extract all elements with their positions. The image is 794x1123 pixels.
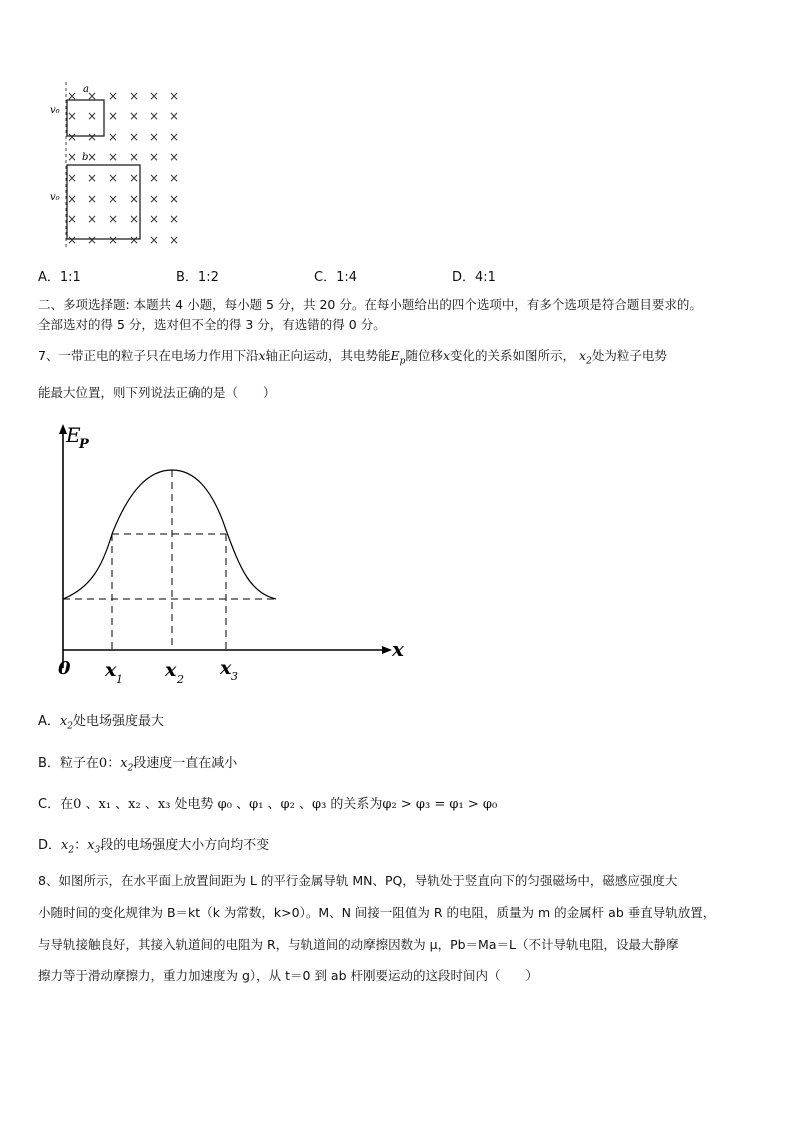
field-cross: ×: [66, 171, 78, 185]
q8-line1: 8、如图所示，在水平面上放置间距为 L 的平行金属导轨 MN、PQ，导轨处于竖直向下的匀强磁场中，磁感应强度大: [38, 873, 678, 888]
field-cross: ×: [148, 130, 160, 144]
field-cross: ×: [107, 171, 119, 185]
q7-var-x2: x: [579, 348, 587, 363]
field-cross: ×: [148, 233, 160, 247]
x-axis-label: x: [392, 637, 404, 661]
q7-opt-a-prefix: A．: [38, 714, 60, 729]
q7-stem-line1: [38, 347, 667, 371]
q7-opt-d-sub-a: 2: [68, 845, 75, 856]
field-cross: ×: [148, 212, 160, 226]
ep-curve: [63, 470, 276, 599]
q6-option-c: C．1:4: [314, 270, 357, 285]
field-cross: ×: [86, 212, 98, 226]
tick-x1-sub: 1: [116, 673, 123, 686]
field-cross: ×: [107, 233, 119, 247]
field-cross: ×: [107, 212, 119, 226]
field-cross: ×: [107, 130, 119, 144]
field-cross: ×: [107, 89, 119, 103]
q7-stem-line2: 能最大位置，则下列说法正确的是（ ）: [38, 385, 276, 400]
q6-option-a: A．1:1: [38, 270, 81, 285]
field-cross: ×: [148, 171, 160, 185]
dashed-guides: [63, 470, 276, 650]
q7-opt-a-var: x: [59, 714, 68, 729]
field-svg: [40, 80, 200, 250]
q7-option-d: [38, 837, 269, 860]
q7-var-x: x: [258, 348, 266, 363]
field-cross: ×: [66, 109, 78, 123]
section2-line2: 全部选对的得 5 分，选对但不全的得 3 分，有选错的得 0 分。: [38, 317, 386, 332]
label-v0-top: v₀: [50, 105, 60, 116]
field-cross: ×: [86, 150, 98, 164]
q7-stem-a: 7、一带正电的粒子只在电场力作用下沿: [38, 348, 259, 363]
tick-x2-sub: 2: [177, 673, 184, 686]
label-a: a: [83, 84, 89, 95]
tick-x1: x: [105, 659, 117, 681]
field-cross: ×: [66, 233, 78, 247]
q7-opt-b-prefix: B．粒子在: [38, 756, 99, 771]
tick-x3: x: [220, 657, 232, 679]
q7-opt-d-prefix: D．: [38, 838, 62, 853]
label-b: b: [82, 152, 89, 163]
field-cross: ×: [128, 212, 140, 226]
q7-var-ep: E: [390, 348, 400, 363]
q7-opt-b-var: x: [120, 756, 128, 771]
field-cross: ×: [86, 233, 98, 247]
q6-option-b: B．1:2: [176, 270, 219, 285]
field-cross: ×: [66, 212, 78, 226]
q7-opt-c-prefix: C．在: [38, 797, 74, 812]
q7-option-c: [38, 796, 497, 814]
field-cross: ×: [107, 150, 119, 164]
q7-opt-c-text: 0 、x₁ 、x₂ 、x₃ 处电势 φ₀ 、φ₁ 、φ₂ 、φ₃ 的关系为φ₂ > φ₃ = φ₁ > φ₀: [73, 797, 498, 812]
field-cross: ×: [168, 192, 180, 206]
field-cross: ×: [128, 233, 140, 247]
field-cross: ×: [148, 150, 160, 164]
q7-stem-c: 随位移: [405, 348, 443, 363]
q8-line3: 与导轨接触良好，其接入轨道间的电阻为 R，与轨道间的动摩擦因数为 μ，Pb＝Ma＝L（不计导轨电阻，设最大静摩: [38, 937, 679, 952]
field-cross: ×: [86, 130, 98, 144]
field-cross: ×: [168, 130, 180, 144]
field-cross: ×: [107, 192, 119, 206]
field-cross: ×: [168, 171, 180, 185]
field-cross: ×: [168, 233, 180, 247]
x-axis-arrow: [382, 646, 392, 654]
field-cross: ×: [168, 89, 180, 103]
q7-opt-d-var-a: x: [61, 838, 69, 853]
q7-stem-e: 处为粒子电势: [591, 348, 667, 363]
field-cross: ×: [128, 109, 140, 123]
q7-opt-d-var-b: x: [87, 838, 95, 853]
field-cross: ×: [107, 109, 119, 123]
field-cross: ×: [66, 130, 78, 144]
y-axis-label: E: [66, 423, 81, 447]
field-cross: ×: [148, 109, 160, 123]
q7-opt-d-text: 段的电场强度大小方向均不变: [100, 838, 270, 853]
q7-opt-b-range-a: 0: [98, 756, 108, 771]
q7-option-b: [38, 755, 237, 778]
field-cross: ×: [66, 89, 78, 103]
q6-option-d: D．4:1: [452, 270, 496, 285]
y-axis-label-sub: P: [79, 437, 89, 452]
tick-x3-sub: 3: [231, 670, 238, 683]
q7-opt-b-sep: ：: [107, 756, 121, 771]
field-cross: ×: [148, 192, 160, 206]
q7-opt-b-text: 段速度一直在减小: [133, 756, 238, 771]
ep-graph: [40, 418, 420, 690]
field-cross: ×: [128, 150, 140, 164]
q7-opt-a-sub: 2: [67, 721, 73, 732]
field-cross: ×: [86, 89, 98, 103]
q7-option-a: [38, 713, 164, 736]
q8-line4: 擦力等于滑动摩擦力，重力加速度为 g），从 t＝0 到 ab 杆刚要运动的这段时间内（ ）: [38, 968, 539, 983]
q7-stem-b: 轴正向运动，其电势能: [265, 348, 391, 363]
q7-opt-a-text: 处电场强度最大: [72, 714, 164, 729]
field-cross: ×: [66, 192, 78, 206]
field-cross: ×: [168, 150, 180, 164]
field-cross: ×: [148, 89, 160, 103]
label-v0-bottom: v₀: [50, 192, 60, 203]
q7-var-x-b: x: [442, 348, 451, 363]
origin-label: 0: [58, 658, 71, 679]
tick-x2: x: [165, 659, 177, 681]
field-cross: ×: [128, 89, 140, 103]
field-cross: ×: [86, 109, 98, 123]
field-cross: ×: [168, 212, 180, 226]
field-cross: ×: [168, 109, 180, 123]
ep-graph-svg: [40, 418, 420, 690]
field-cross: ×: [86, 171, 98, 185]
field-cross: ×: [86, 192, 98, 206]
q7-var-ep-sub: p: [399, 356, 406, 367]
q7-var-x2-sub: 2: [586, 356, 592, 367]
magnetic-field-figure: [40, 80, 200, 250]
field-cross: ×: [128, 171, 140, 185]
field-cross: ×: [128, 192, 140, 206]
q7-opt-b-sub: 2: [127, 763, 134, 774]
q7-opt-d-sub-b: 3: [94, 845, 101, 856]
field-cross: ×: [128, 130, 140, 144]
field-cross: ×: [66, 150, 78, 164]
section2-line1: 二、多项选择题: 本题共 4 小题，每小题 5 分，共 20 分。在每小题给出的四个选项中，有多个选项是符合题目要求的。: [38, 297, 702, 312]
q8-line2: 小随时间的变化规律为 B＝kt（k 为常数，k>0）。M、N 间接一阻值为 R 的电阻，质量为 m 的金属杆 ab 垂直导轨放置，: [38, 905, 716, 920]
q7-stem-d: 变化的关系如图所示，: [450, 348, 576, 363]
q7-opt-d-sep: ：: [74, 838, 88, 853]
